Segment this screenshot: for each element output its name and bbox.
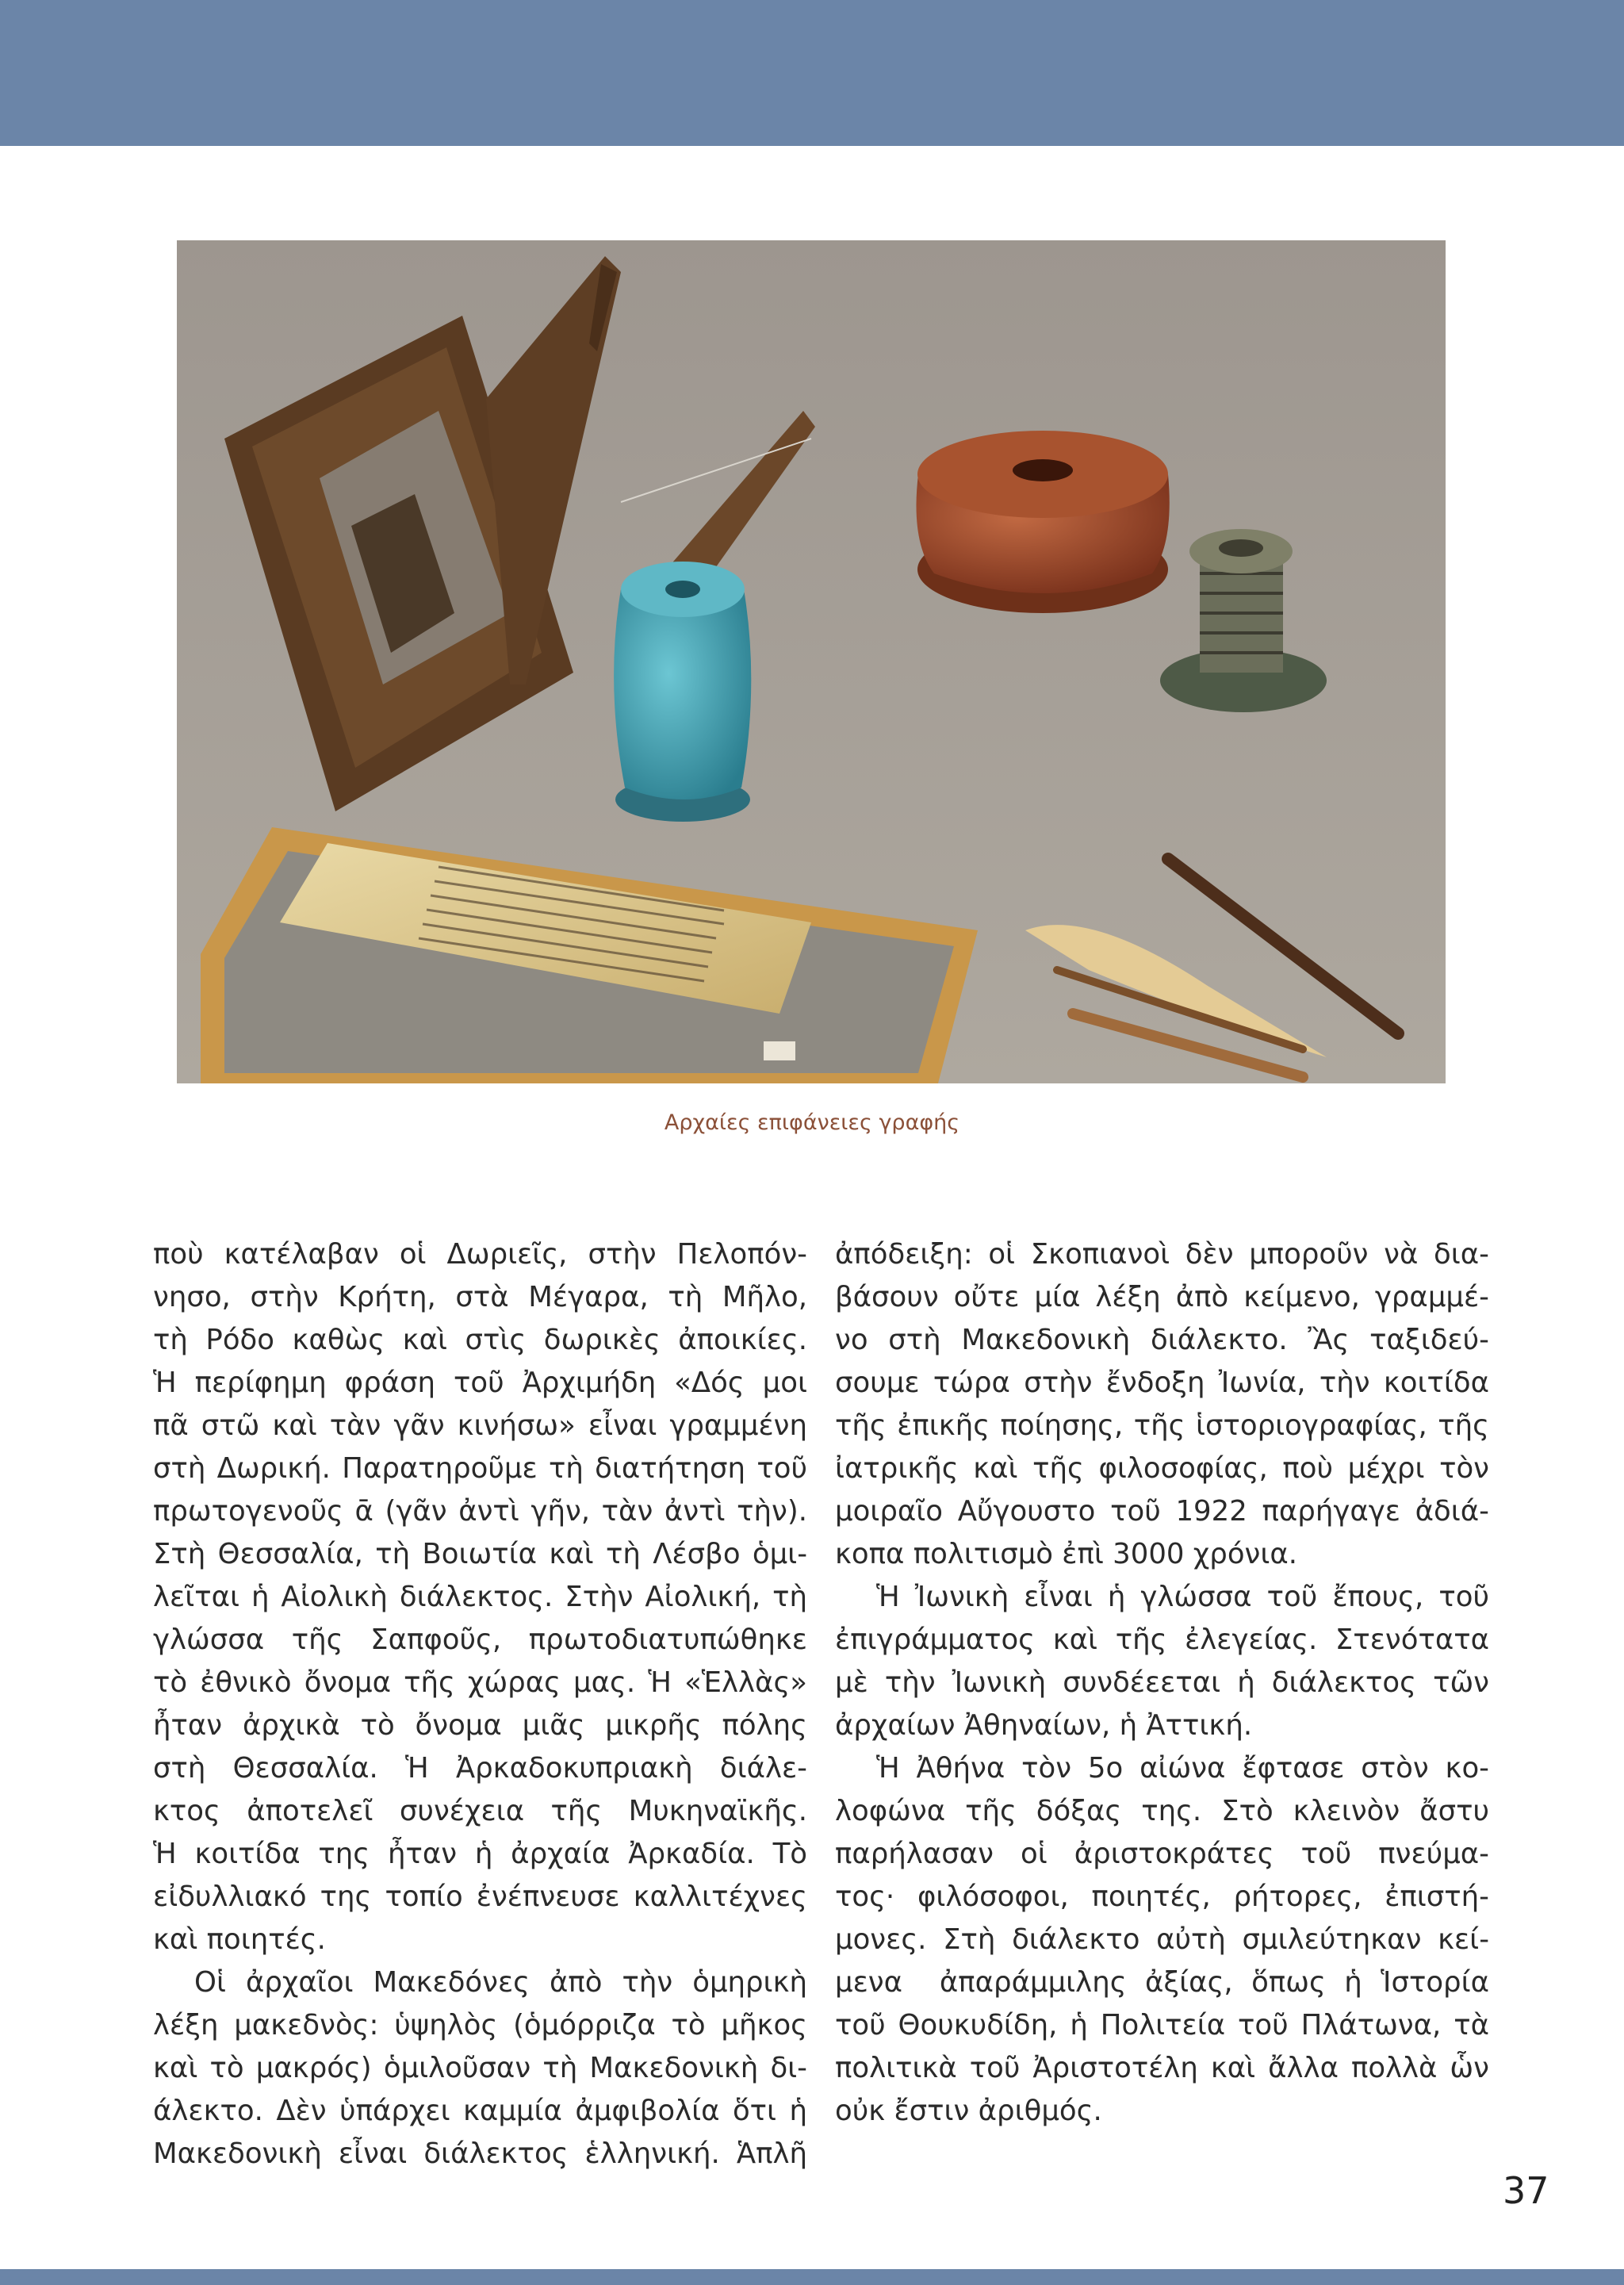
text-line: γλώσσα τῆς Σαπφοῦς, πρωτοδιατυπώθηκε	[153, 1624, 807, 1656]
text-line: τος· φιλόσοφοι, ποιητές, ρήτορες, ἐπιστή-	[835, 1881, 1489, 1913]
text-line: λέξη μακεδνὸς: ὑψηλὸς (ὁμόρριζα τὸ μῆκος	[153, 2009, 807, 2042]
paragraph-first-line: Ἡ Ἰωνικὴ εἶναι ἡ γλώσσα τοῦ ἔπους, τοῦ	[876, 1581, 1489, 1613]
turquoise-inkwell	[614, 562, 751, 822]
paragraph-first-line: Οἱ ἀρχαῖοι Μακεδόνες ἀπὸ τὴν ὁμηρικὴ	[194, 1966, 807, 1999]
text-line: πρωτογενοῦς ᾱ (γᾶν ἀντὶ γῆν, τὰν ἀντὶ τὴν).	[153, 1495, 807, 1528]
text-line: καὶ ποιητές.	[153, 1923, 326, 1956]
text-line: στὴ Θεσσαλία. Ἡ Ἀρκαδοκυπριακὴ διάλε-	[153, 1752, 807, 1785]
text-line: Ἡ περίφημη φράση τοῦ Ἀρχιμήδη «Δός μοι	[153, 1367, 807, 1399]
text-line: βάσουν οὔτε μία λέξη ἀπὸ κείμενο, γραμμέ-	[835, 1281, 1489, 1313]
text-line: νο στὴ Μακεδονικὴ διάλεκτο. Ἂς ταξιδεύ-	[835, 1324, 1489, 1356]
text-line: Μακεδονικὴ εἶναι διάλεκτος ἑλληνική. Ἁπλῆ	[153, 2137, 807, 2170]
text-line: πολιτικὰ τοῦ Ἀριστοτέλη καὶ ἄλλα πολλὰ ὧν	[835, 2052, 1489, 2084]
text-column-right	[835, 1233, 1489, 2133]
photo-illustration	[177, 240, 1446, 1083]
text-line: σουμε τώρα στὴν ἔνδοξη Ἰωνία, τὴν κοιτίδα	[835, 1367, 1489, 1399]
text-line: κτος ἀποτελεῖ συνέχεια τῆς Μυκηναϊκῆς.	[153, 1795, 807, 1827]
text-line: κοπα πολιτισμὸ ἐπὶ 3000 χρόνια.	[835, 1538, 1298, 1570]
page-number: 37	[1503, 2169, 1549, 2212]
text-line: λοφώνα τῆς δόξας της. Στὸ κλεινὸν ἄστυ	[835, 1795, 1489, 1827]
text-line: ποὺ κατέλαβαν οἱ Δωριεῖς, στὴν Πελοπόν-	[153, 1238, 807, 1271]
text-line: λεῖται ἡ Αἰολικὴ διάλεκτος. Στὴν Αἰολική, τὴ	[153, 1581, 807, 1613]
text-line: μενα ἀπαράμμιλης ἀξίας, ὅπως ἡ Ἱστορία	[835, 1966, 1489, 1999]
text-line: οὐκ ἔστιν ἀριθμός.	[835, 2095, 1102, 2127]
top-color-band	[0, 0, 1624, 146]
text-line: πᾶ στῶ καὶ τὰν γᾶν κινήσω» εἶναι γραμμένη	[153, 1409, 807, 1442]
text-line: μὲ τὴν Ἰωνικὴ συνδέεεται ἡ διάλεκτος τῶν	[835, 1666, 1489, 1699]
text-line: άλεκτο. Δὲν ὑπάρχει καμμία ἀμφιβολία ὅτι ἡ	[153, 2095, 807, 2127]
text-line: τοῦ Θουκυδίδη, ἡ Πολιτεία τοῦ Πλάτωνα, τὰ	[835, 2009, 1489, 2042]
text-line: ἐπιγράμματος καὶ τῆς ἐλεγείας. Στενότατα	[835, 1624, 1489, 1656]
text-line: εἰδυλλιακό της τοπίο ἐνέπνευσε καλλιτέχνες	[153, 1881, 807, 1913]
text-line: μοιραῖο Αὔγουστο τοῦ 1922 παρήγαγε ἀδιά-	[835, 1495, 1489, 1528]
text-line: τὴ Ρόδο καθὼς καὶ στὶς δωρικὲς ἀποικίες.	[153, 1324, 807, 1356]
text-line: παρήλασαν οἱ ἀριστοκράτες τοῦ πνεύμα-	[835, 1838, 1489, 1870]
text-line: στὴ Δωρική. Παρατηροῦμε τὴ διατήτηση τοῦ	[153, 1452, 807, 1485]
text-line: νησο, στὴν Κρήτη, στὰ Μέγαρα, τὴ Μῆλο,	[153, 1281, 807, 1313]
text-line: ἀπόδειξη: οἱ Σκοπιανοὶ δὲν μποροῦν νὰ δια-	[835, 1238, 1489, 1271]
red-inkwell	[917, 431, 1170, 613]
text-line: τῆς ἐπικῆς ποίησης, τῆς ἱστοριογραφίας, τῆς	[835, 1409, 1489, 1442]
bottom-color-band	[0, 2269, 1624, 2285]
text-line: ἦταν ἀρχικὰ τὸ ὄνομα μιᾶς μικρῆς πόλης	[153, 1709, 807, 1742]
text-line: μονες. Στὴ διάλεκτο αὐτὴ σμιλεύτηκαν κεί-	[835, 1923, 1489, 1956]
text-line: καὶ τὸ μακρός) ὁμιλοῦσαν τὴ Μακεδονικὴ δι-	[153, 2052, 807, 2084]
ancient-writing-surfaces-photo	[177, 240, 1446, 1083]
text-line: ἰατρικῆς καὶ τῆς φιλοσοφίας, ποὺ μέχρι τὸν	[835, 1452, 1489, 1485]
text-line: Στὴ Θεσσαλία, τὴ Βοιωτία καὶ τὴ Λέσβο ὁμι-	[153, 1538, 807, 1570]
photo-caption: Αρχαίες επιφάνειες γραφής	[664, 1110, 960, 1135]
paragraph-first-line: Ἡ Ἀθήνα τὸν 5ο αἰώνα ἔφτασε στὸν κο-	[876, 1752, 1489, 1785]
text-line: τὸ ἐθνικὸ ὄνομα τῆς χώρας μας. Ἡ «Ἑλλὰς»	[153, 1666, 807, 1699]
text-column-left	[153, 1233, 807, 2176]
text-line: ἀρχαίων Ἀθηναίων, ἡ Ἀττική.	[835, 1709, 1253, 1742]
text-line: Ἡ κοιτίδα της ἦταν ἡ ἀρχαία Ἀρκαδία. Τὸ	[153, 1838, 807, 1870]
